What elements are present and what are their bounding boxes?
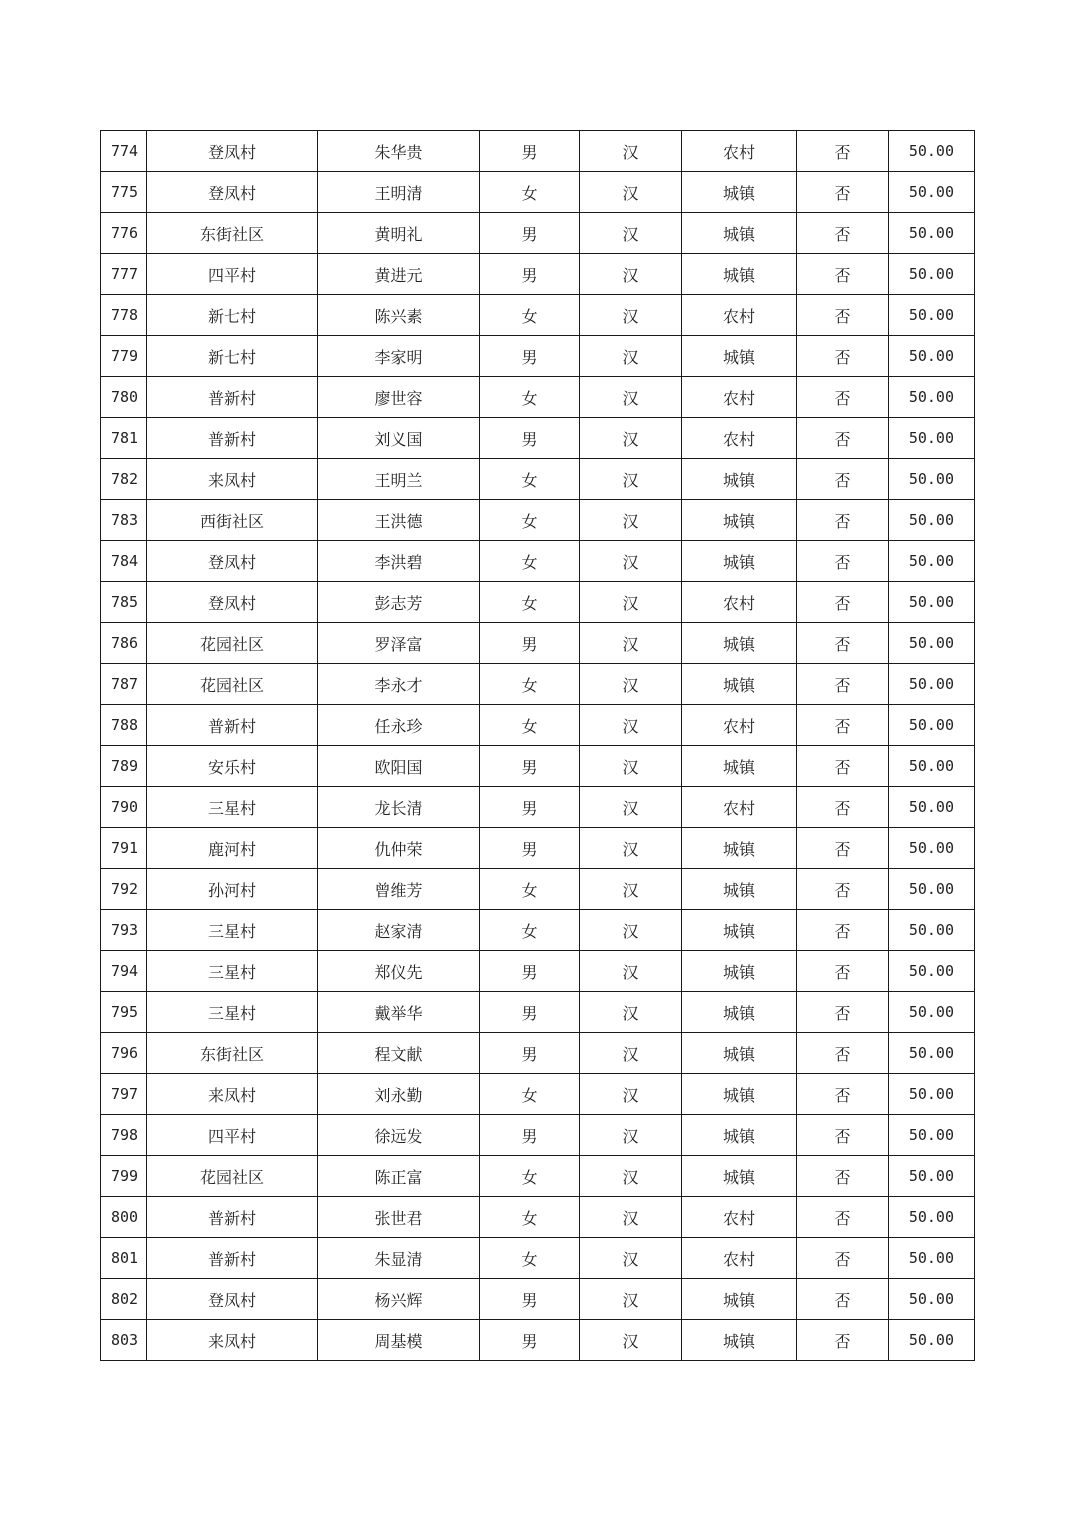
residence-type-cell: 城镇 bbox=[682, 992, 797, 1033]
name-cell: 曾维芳 bbox=[318, 869, 480, 910]
residence-type-cell: 城镇 bbox=[682, 1115, 797, 1156]
row-number-cell: 785 bbox=[101, 582, 147, 623]
village-cell: 普新村 bbox=[147, 418, 318, 459]
amount-cell: 50.00 bbox=[889, 1156, 975, 1197]
residence-type-cell: 城镇 bbox=[682, 172, 797, 213]
gender-cell: 女 bbox=[480, 869, 580, 910]
row-number-cell: 774 bbox=[101, 131, 147, 172]
flag-cell: 否 bbox=[797, 1074, 889, 1115]
residence-type-cell: 城镇 bbox=[682, 254, 797, 295]
name-cell: 欧阳国 bbox=[318, 746, 480, 787]
flag-cell: 否 bbox=[797, 295, 889, 336]
name-cell: 龙长清 bbox=[318, 787, 480, 828]
flag-cell: 否 bbox=[797, 377, 889, 418]
name-cell: 徐远发 bbox=[318, 1115, 480, 1156]
table-row bbox=[101, 1033, 975, 1074]
row-number-cell: 796 bbox=[101, 1033, 147, 1074]
ethnicity-cell: 汉 bbox=[580, 910, 682, 951]
amount-cell: 50.00 bbox=[889, 1074, 975, 1115]
table-row bbox=[101, 1279, 975, 1320]
roster-table bbox=[100, 130, 975, 1361]
gender-cell: 女 bbox=[480, 377, 580, 418]
village-cell: 三星村 bbox=[147, 787, 318, 828]
ethnicity-cell: 汉 bbox=[580, 623, 682, 664]
residence-type-cell: 农村 bbox=[682, 1238, 797, 1279]
gender-cell: 女 bbox=[480, 1238, 580, 1279]
residence-type-cell: 城镇 bbox=[682, 1279, 797, 1320]
ethnicity-cell: 汉 bbox=[580, 377, 682, 418]
ethnicity-cell: 汉 bbox=[580, 746, 682, 787]
name-cell: 廖世容 bbox=[318, 377, 480, 418]
ethnicity-cell: 汉 bbox=[580, 664, 682, 705]
village-cell: 新七村 bbox=[147, 295, 318, 336]
table-row bbox=[101, 377, 975, 418]
name-cell: 陈正富 bbox=[318, 1156, 480, 1197]
table-row bbox=[101, 131, 975, 172]
row-number-cell: 794 bbox=[101, 951, 147, 992]
residence-type-cell: 农村 bbox=[682, 131, 797, 172]
row-number-cell: 792 bbox=[101, 869, 147, 910]
ethnicity-cell: 汉 bbox=[580, 1074, 682, 1115]
name-cell: 郑仪先 bbox=[318, 951, 480, 992]
name-cell: 朱华贵 bbox=[318, 131, 480, 172]
ethnicity-cell: 汉 bbox=[580, 336, 682, 377]
gender-cell: 女 bbox=[480, 1074, 580, 1115]
gender-cell: 男 bbox=[480, 787, 580, 828]
village-cell: 登凤村 bbox=[147, 582, 318, 623]
flag-cell: 否 bbox=[797, 1115, 889, 1156]
village-cell: 登凤村 bbox=[147, 172, 318, 213]
flag-cell: 否 bbox=[797, 582, 889, 623]
village-cell: 登凤村 bbox=[147, 131, 318, 172]
table-row bbox=[101, 295, 975, 336]
gender-cell: 男 bbox=[480, 828, 580, 869]
residence-type-cell: 农村 bbox=[682, 1197, 797, 1238]
name-cell: 李永才 bbox=[318, 664, 480, 705]
amount-cell: 50.00 bbox=[889, 418, 975, 459]
residence-type-cell: 农村 bbox=[682, 377, 797, 418]
flag-cell: 否 bbox=[797, 664, 889, 705]
flag-cell: 否 bbox=[797, 1279, 889, 1320]
ethnicity-cell: 汉 bbox=[580, 131, 682, 172]
flag-cell: 否 bbox=[797, 623, 889, 664]
row-number-cell: 776 bbox=[101, 213, 147, 254]
row-number-cell: 783 bbox=[101, 500, 147, 541]
name-cell: 王明清 bbox=[318, 172, 480, 213]
amount-cell: 50.00 bbox=[889, 582, 975, 623]
ethnicity-cell: 汉 bbox=[580, 1197, 682, 1238]
residence-type-cell: 城镇 bbox=[682, 828, 797, 869]
table-row bbox=[101, 869, 975, 910]
flag-cell: 否 bbox=[797, 172, 889, 213]
gender-cell: 女 bbox=[480, 910, 580, 951]
village-cell: 普新村 bbox=[147, 1197, 318, 1238]
gender-cell: 男 bbox=[480, 418, 580, 459]
gender-cell: 女 bbox=[480, 172, 580, 213]
ethnicity-cell: 汉 bbox=[580, 1279, 682, 1320]
gender-cell: 女 bbox=[480, 1156, 580, 1197]
name-cell: 刘义国 bbox=[318, 418, 480, 459]
flag-cell: 否 bbox=[797, 1197, 889, 1238]
amount-cell: 50.00 bbox=[889, 254, 975, 295]
gender-cell: 男 bbox=[480, 131, 580, 172]
table-row bbox=[101, 172, 975, 213]
amount-cell: 50.00 bbox=[889, 746, 975, 787]
table-row bbox=[101, 1074, 975, 1115]
village-cell: 来凤村 bbox=[147, 1320, 318, 1361]
amount-cell: 50.00 bbox=[889, 500, 975, 541]
ethnicity-cell: 汉 bbox=[580, 541, 682, 582]
ethnicity-cell: 汉 bbox=[580, 172, 682, 213]
residence-type-cell: 城镇 bbox=[682, 500, 797, 541]
amount-cell: 50.00 bbox=[889, 295, 975, 336]
residence-type-cell: 城镇 bbox=[682, 869, 797, 910]
row-number-cell: 790 bbox=[101, 787, 147, 828]
flag-cell: 否 bbox=[797, 746, 889, 787]
flag-cell: 否 bbox=[797, 254, 889, 295]
ethnicity-cell: 汉 bbox=[580, 787, 682, 828]
residence-type-cell: 城镇 bbox=[682, 664, 797, 705]
flag-cell: 否 bbox=[797, 131, 889, 172]
table-row bbox=[101, 418, 975, 459]
gender-cell: 女 bbox=[480, 664, 580, 705]
gender-cell: 男 bbox=[480, 213, 580, 254]
row-number-cell: 775 bbox=[101, 172, 147, 213]
table-row bbox=[101, 951, 975, 992]
village-cell: 西街社区 bbox=[147, 500, 318, 541]
flag-cell: 否 bbox=[797, 787, 889, 828]
table-row bbox=[101, 1238, 975, 1279]
amount-cell: 50.00 bbox=[889, 705, 975, 746]
amount-cell: 50.00 bbox=[889, 172, 975, 213]
name-cell: 赵家清 bbox=[318, 910, 480, 951]
amount-cell: 50.00 bbox=[889, 1033, 975, 1074]
amount-cell: 50.00 bbox=[889, 377, 975, 418]
name-cell: 黄进元 bbox=[318, 254, 480, 295]
amount-cell: 50.00 bbox=[889, 1320, 975, 1361]
row-number-cell: 781 bbox=[101, 418, 147, 459]
row-number-cell: 803 bbox=[101, 1320, 147, 1361]
village-cell: 四平村 bbox=[147, 254, 318, 295]
residence-type-cell: 城镇 bbox=[682, 910, 797, 951]
amount-cell: 50.00 bbox=[889, 664, 975, 705]
ethnicity-cell: 汉 bbox=[580, 1115, 682, 1156]
ethnicity-cell: 汉 bbox=[580, 951, 682, 992]
ethnicity-cell: 汉 bbox=[580, 1033, 682, 1074]
flag-cell: 否 bbox=[797, 1238, 889, 1279]
row-number-cell: 780 bbox=[101, 377, 147, 418]
amount-cell: 50.00 bbox=[889, 951, 975, 992]
row-number-cell: 798 bbox=[101, 1115, 147, 1156]
row-number-cell: 802 bbox=[101, 1279, 147, 1320]
row-number-cell: 797 bbox=[101, 1074, 147, 1115]
ethnicity-cell: 汉 bbox=[580, 705, 682, 746]
table-row bbox=[101, 910, 975, 951]
residence-type-cell: 城镇 bbox=[682, 1074, 797, 1115]
gender-cell: 女 bbox=[480, 541, 580, 582]
flag-cell: 否 bbox=[797, 459, 889, 500]
village-cell: 三星村 bbox=[147, 951, 318, 992]
table-row bbox=[101, 582, 975, 623]
table-row bbox=[101, 1156, 975, 1197]
ethnicity-cell: 汉 bbox=[580, 254, 682, 295]
gender-cell: 女 bbox=[480, 295, 580, 336]
village-cell: 来凤村 bbox=[147, 459, 318, 500]
row-number-cell: 795 bbox=[101, 992, 147, 1033]
table-row bbox=[101, 705, 975, 746]
flag-cell: 否 bbox=[797, 336, 889, 377]
gender-cell: 男 bbox=[480, 746, 580, 787]
amount-cell: 50.00 bbox=[889, 131, 975, 172]
ethnicity-cell: 汉 bbox=[580, 418, 682, 459]
ethnicity-cell: 汉 bbox=[580, 1238, 682, 1279]
gender-cell: 男 bbox=[480, 1033, 580, 1074]
table-row bbox=[101, 1115, 975, 1156]
gender-cell: 男 bbox=[480, 336, 580, 377]
residence-type-cell: 农村 bbox=[682, 787, 797, 828]
gender-cell: 男 bbox=[480, 1279, 580, 1320]
name-cell: 罗泽富 bbox=[318, 623, 480, 664]
village-cell: 三星村 bbox=[147, 910, 318, 951]
name-cell: 王洪德 bbox=[318, 500, 480, 541]
residence-type-cell: 城镇 bbox=[682, 541, 797, 582]
village-cell: 普新村 bbox=[147, 705, 318, 746]
amount-cell: 50.00 bbox=[889, 336, 975, 377]
village-cell: 花园社区 bbox=[147, 1156, 318, 1197]
residence-type-cell: 城镇 bbox=[682, 1033, 797, 1074]
row-number-cell: 801 bbox=[101, 1238, 147, 1279]
gender-cell: 男 bbox=[480, 623, 580, 664]
row-number-cell: 791 bbox=[101, 828, 147, 869]
name-cell: 陈兴素 bbox=[318, 295, 480, 336]
amount-cell: 50.00 bbox=[889, 992, 975, 1033]
table-row bbox=[101, 500, 975, 541]
village-cell: 新七村 bbox=[147, 336, 318, 377]
row-number-cell: 787 bbox=[101, 664, 147, 705]
gender-cell: 女 bbox=[480, 1197, 580, 1238]
flag-cell: 否 bbox=[797, 705, 889, 746]
amount-cell: 50.00 bbox=[889, 787, 975, 828]
gender-cell: 女 bbox=[480, 500, 580, 541]
gender-cell: 女 bbox=[480, 705, 580, 746]
name-cell: 彭志芳 bbox=[318, 582, 480, 623]
table-row bbox=[101, 623, 975, 664]
amount-cell: 50.00 bbox=[889, 1115, 975, 1156]
flag-cell: 否 bbox=[797, 992, 889, 1033]
village-cell: 东街社区 bbox=[147, 1033, 318, 1074]
village-cell: 鹿河村 bbox=[147, 828, 318, 869]
ethnicity-cell: 汉 bbox=[580, 992, 682, 1033]
ethnicity-cell: 汉 bbox=[580, 459, 682, 500]
village-cell: 登凤村 bbox=[147, 541, 318, 582]
table-row bbox=[101, 254, 975, 295]
gender-cell: 男 bbox=[480, 1115, 580, 1156]
gender-cell: 男 bbox=[480, 951, 580, 992]
residence-type-cell: 农村 bbox=[682, 295, 797, 336]
village-cell: 来凤村 bbox=[147, 1074, 318, 1115]
residence-type-cell: 农村 bbox=[682, 418, 797, 459]
flag-cell: 否 bbox=[797, 500, 889, 541]
name-cell: 李洪碧 bbox=[318, 541, 480, 582]
row-number-cell: 778 bbox=[101, 295, 147, 336]
residence-type-cell: 农村 bbox=[682, 582, 797, 623]
row-number-cell: 793 bbox=[101, 910, 147, 951]
village-cell: 花园社区 bbox=[147, 623, 318, 664]
table-row bbox=[101, 828, 975, 869]
ethnicity-cell: 汉 bbox=[580, 500, 682, 541]
table-row bbox=[101, 213, 975, 254]
table-row bbox=[101, 1320, 975, 1361]
amount-cell: 50.00 bbox=[889, 1197, 975, 1238]
ethnicity-cell: 汉 bbox=[580, 213, 682, 254]
table-row bbox=[101, 992, 975, 1033]
flag-cell: 否 bbox=[797, 1033, 889, 1074]
amount-cell: 50.00 bbox=[889, 828, 975, 869]
ethnicity-cell: 汉 bbox=[580, 828, 682, 869]
gender-cell: 女 bbox=[480, 582, 580, 623]
table-row bbox=[101, 541, 975, 582]
name-cell: 杨兴辉 bbox=[318, 1279, 480, 1320]
flag-cell: 否 bbox=[797, 541, 889, 582]
name-cell: 朱显清 bbox=[318, 1238, 480, 1279]
village-cell: 普新村 bbox=[147, 377, 318, 418]
flag-cell: 否 bbox=[797, 418, 889, 459]
village-cell: 普新村 bbox=[147, 1238, 318, 1279]
village-cell: 三星村 bbox=[147, 992, 318, 1033]
ethnicity-cell: 汉 bbox=[580, 582, 682, 623]
name-cell: 王明兰 bbox=[318, 459, 480, 500]
amount-cell: 50.00 bbox=[889, 910, 975, 951]
village-cell: 安乐村 bbox=[147, 746, 318, 787]
document-page bbox=[100, 130, 974, 1361]
name-cell: 任永珍 bbox=[318, 705, 480, 746]
village-cell: 花园社区 bbox=[147, 664, 318, 705]
amount-cell: 50.00 bbox=[889, 869, 975, 910]
name-cell: 李家明 bbox=[318, 336, 480, 377]
name-cell: 张世君 bbox=[318, 1197, 480, 1238]
residence-type-cell: 城镇 bbox=[682, 1156, 797, 1197]
residence-type-cell: 城镇 bbox=[682, 336, 797, 377]
row-number-cell: 789 bbox=[101, 746, 147, 787]
flag-cell: 否 bbox=[797, 1156, 889, 1197]
ethnicity-cell: 汉 bbox=[580, 1320, 682, 1361]
flag-cell: 否 bbox=[797, 951, 889, 992]
table-row bbox=[101, 1197, 975, 1238]
flag-cell: 否 bbox=[797, 869, 889, 910]
row-number-cell: 779 bbox=[101, 336, 147, 377]
row-number-cell: 777 bbox=[101, 254, 147, 295]
amount-cell: 50.00 bbox=[889, 1279, 975, 1320]
amount-cell: 50.00 bbox=[889, 541, 975, 582]
amount-cell: 50.00 bbox=[889, 1238, 975, 1279]
roster-body bbox=[101, 131, 975, 1361]
row-number-cell: 800 bbox=[101, 1197, 147, 1238]
gender-cell: 女 bbox=[480, 459, 580, 500]
table-row bbox=[101, 459, 975, 500]
gender-cell: 男 bbox=[480, 254, 580, 295]
ethnicity-cell: 汉 bbox=[580, 869, 682, 910]
row-number-cell: 786 bbox=[101, 623, 147, 664]
amount-cell: 50.00 bbox=[889, 459, 975, 500]
amount-cell: 50.00 bbox=[889, 213, 975, 254]
ethnicity-cell: 汉 bbox=[580, 1156, 682, 1197]
residence-type-cell: 农村 bbox=[682, 705, 797, 746]
flag-cell: 否 bbox=[797, 1320, 889, 1361]
flag-cell: 否 bbox=[797, 910, 889, 951]
table-row bbox=[101, 746, 975, 787]
flag-cell: 否 bbox=[797, 828, 889, 869]
row-number-cell: 782 bbox=[101, 459, 147, 500]
residence-type-cell: 城镇 bbox=[682, 623, 797, 664]
name-cell: 戴举华 bbox=[318, 992, 480, 1033]
residence-type-cell: 城镇 bbox=[682, 746, 797, 787]
row-number-cell: 788 bbox=[101, 705, 147, 746]
table-row bbox=[101, 664, 975, 705]
ethnicity-cell: 汉 bbox=[580, 295, 682, 336]
row-number-cell: 799 bbox=[101, 1156, 147, 1197]
residence-type-cell: 城镇 bbox=[682, 459, 797, 500]
flag-cell: 否 bbox=[797, 213, 889, 254]
name-cell: 黄明礼 bbox=[318, 213, 480, 254]
table-row bbox=[101, 336, 975, 377]
amount-cell: 50.00 bbox=[889, 623, 975, 664]
village-cell: 四平村 bbox=[147, 1115, 318, 1156]
name-cell: 刘永勤 bbox=[318, 1074, 480, 1115]
residence-type-cell: 城镇 bbox=[682, 951, 797, 992]
gender-cell: 男 bbox=[480, 992, 580, 1033]
name-cell: 仇仲荣 bbox=[318, 828, 480, 869]
name-cell: 周基模 bbox=[318, 1320, 480, 1361]
village-cell: 孙河村 bbox=[147, 869, 318, 910]
row-number-cell: 784 bbox=[101, 541, 147, 582]
residence-type-cell: 城镇 bbox=[682, 213, 797, 254]
table-row bbox=[101, 787, 975, 828]
name-cell: 程文献 bbox=[318, 1033, 480, 1074]
village-cell: 东街社区 bbox=[147, 213, 318, 254]
village-cell: 登凤村 bbox=[147, 1279, 318, 1320]
gender-cell: 男 bbox=[480, 1320, 580, 1361]
residence-type-cell: 城镇 bbox=[682, 1320, 797, 1361]
